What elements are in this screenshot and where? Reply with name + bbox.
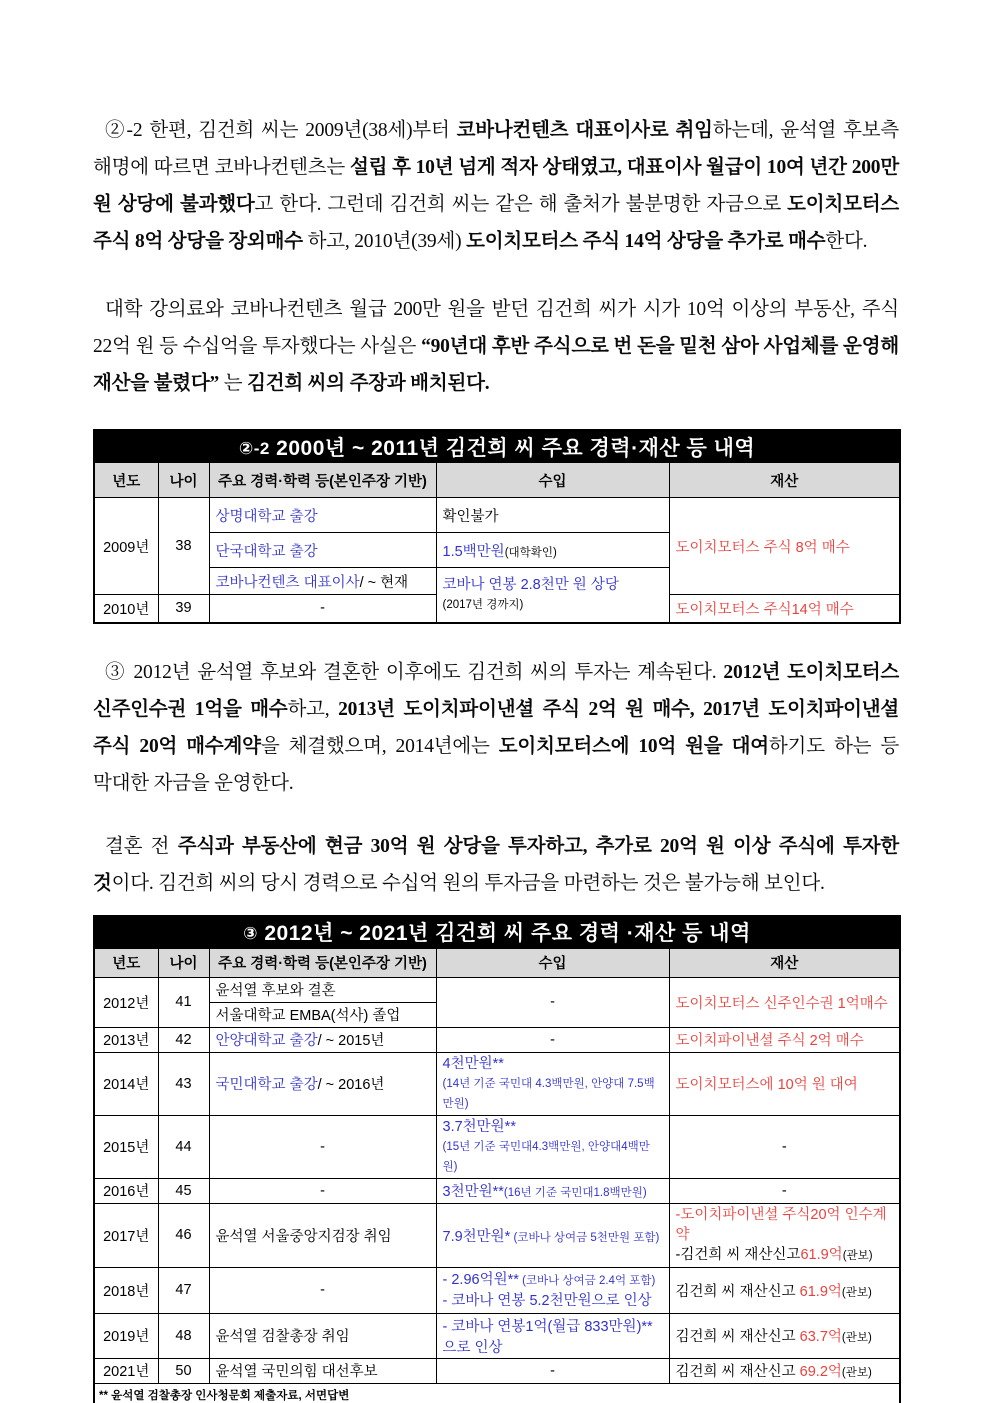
table2-header-income: 수입	[436, 948, 669, 977]
text-run: 는	[219, 373, 248, 394]
cell-career-kovana	[209, 568, 436, 595]
cell-income-2014	[436, 1052, 669, 1115]
text-run-bold: 코바나컨텐츠 대표이사로 취임	[456, 120, 713, 141]
text-run: ②-2 한편, 김건희 씨는 2009년(38세)부터	[105, 120, 457, 141]
table2-header-age: 나이	[158, 948, 209, 977]
cell-year-2016: 2016년	[94, 1178, 158, 1203]
table2-footnote: ** 윤석열 검찰총장 인사청문회 제출자료, 서면답변	[94, 1383, 900, 1403]
asset-value: 63.7억	[799, 1329, 842, 1345]
paragraph-funding-impossible	[93, 828, 899, 902]
asset-text: -김건희 씨 재산신고	[675, 1246, 801, 1263]
cell-age-38: 38	[158, 498, 209, 595]
paragraph-claim-contradiction	[93, 291, 899, 402]
cell-asset-2019	[669, 1313, 900, 1358]
table1-header-row	[94, 463, 900, 498]
cell-career-2016: -	[209, 1178, 436, 1203]
text-run-bold: 2012년 도이치모터스 신주인수권 1억을 매수	[93, 661, 899, 720]
table2-title-text: 2012년 ~ 2021년 김건희 씨 주요 경력 ·재산 등 내역	[258, 922, 751, 945]
table1-title-row	[94, 430, 900, 463]
table2-row-2012a	[94, 977, 900, 1002]
cell-asset-2021	[669, 1358, 900, 1383]
cell-year-2014: 2014년	[94, 1052, 158, 1115]
text-run-bold: 김건희 씨의 주장과 배치된다.	[247, 373, 490, 394]
cell-age-50: 50	[158, 1358, 209, 1383]
cell-income-kovana-salary	[436, 568, 669, 623]
asset-text: 김건희 씨 재산신고	[675, 1329, 800, 1345]
text-run: 한다.	[825, 231, 868, 252]
text-run: 결혼 전	[105, 835, 178, 857]
table2-row-2014	[94, 1052, 900, 1115]
paragraph-kovana-ceo	[93, 112, 899, 260]
table-2012-2021-history	[93, 915, 901, 1403]
table2-row-2018	[94, 1267, 900, 1313]
cell-asset-2010: 도이치모터스 주식14억 매수	[669, 595, 900, 623]
cell-year-2015: 2015년	[94, 1115, 158, 1178]
cell-asset-2018	[669, 1267, 900, 1313]
cell-age-44: 44	[158, 1115, 209, 1178]
income-note: (14년 기준 국민대 4.3백만원, 안양대 7.5백만원)	[442, 1077, 655, 1110]
document-content	[93, 112, 899, 1403]
income-note: (대학확인)	[504, 546, 557, 559]
table2-footnote-row	[94, 1383, 900, 1403]
income-amount: 4천만원**	[442, 1055, 504, 1072]
income-note: (15년 기준 국민대4.3백만원, 안양대4백만원)	[442, 1140, 650, 1173]
career-rest-text: / ~ 2015년	[317, 1033, 385, 1049]
table2-header-asset: 재산	[669, 948, 900, 977]
text-run: 하는데, 윤석열 후보측 해명에 따르면 코바나컨텐츠는	[93, 120, 899, 178]
asset-note: (관보)	[841, 1286, 872, 1299]
table1-title-text: 2000년 ~ 2011년 김건희 씨 주요 경력·재산 등 내역	[269, 436, 756, 460]
table2-header-career: 주요 경력·학력 등(본인주장 기반)	[209, 948, 436, 977]
cell-age-39: 39	[158, 595, 209, 623]
cell-career-prosecutor-general: 윤석열 검찰총장 취임	[209, 1313, 436, 1358]
table1-title	[94, 430, 900, 463]
cell-income-2017	[436, 1203, 669, 1267]
cell-career-dankook: 단국대학교 출강	[209, 533, 436, 568]
cell-career-prosecutor-seoul: 윤석열 서울중앙지검장 취임	[209, 1203, 436, 1267]
cell-income-2015	[436, 1115, 669, 1178]
table2-row-2015	[94, 1115, 900, 1178]
text-run: 하기도 하는 등 막대한 자금을 운영한다.	[93, 735, 899, 794]
text-run-bold: 2013년 도이치파이낸셜 주식 2억 원 매수, 2017년 도이치파이낸셜 주식 20억 매수계약	[93, 698, 899, 757]
cell-age-43: 43	[158, 1052, 209, 1115]
cell-age-45: 45	[158, 1178, 209, 1203]
cell-career-kookmin	[209, 1052, 436, 1115]
asset-line-2	[676, 1245, 894, 1266]
table2-title-prefix: ③	[243, 924, 259, 943]
income-amount: 3.7천만원**	[442, 1118, 516, 1135]
cell-career-2018: -	[209, 1267, 436, 1313]
table2-row-2013	[94, 1027, 900, 1052]
income-amount: - 2.96억원**	[442, 1271, 519, 1288]
table1-header-income: 수입	[436, 463, 669, 498]
table1-header-age: 나이	[158, 463, 209, 498]
table1-header-asset: 재산	[669, 463, 900, 498]
cell-income-2016	[436, 1178, 669, 1203]
income-note: (코바나 상여금 2.4억 포함)	[518, 1274, 656, 1287]
table2-row-2016	[94, 1178, 900, 1203]
cell-asset-2015: -	[669, 1115, 900, 1178]
cell-year-2013: 2013년	[94, 1027, 158, 1052]
career-rest-text: / ~ 2016년	[317, 1077, 385, 1093]
cell-income-unverifiable: 확인불가	[436, 498, 669, 533]
text-run: 을 체결했으며, 2014년에는	[260, 735, 499, 757]
income-note: (16년 기준 국민대1.8백만원)	[503, 1187, 647, 1199]
cell-year-2017: 2017년	[94, 1203, 158, 1267]
table2-header-year: 년도	[94, 948, 158, 977]
cell-career-2015: -	[209, 1115, 436, 1178]
income-line-1: 코바나 연봉 2.8천만 원 상당	[442, 576, 619, 593]
income-line-1	[443, 1270, 663, 1291]
text-run-bold: 도이치모터스에 10억 원을 대여	[498, 735, 769, 757]
cell-income-2012: -	[436, 977, 669, 1027]
text-run: 이다. 김건희 씨의 당시 경력으로 수십억 원의 투자금을 마련하는 것은 불가능해 보인다.	[111, 872, 825, 894]
cell-year-2012: 2012년	[94, 977, 158, 1027]
text-run-bold: 도이치모터스 주식 14억 상당을 추가로 매수	[466, 231, 826, 252]
career-rest-text: / ~ 현재	[359, 574, 409, 591]
table2-header-row	[94, 948, 900, 977]
asset-line-1: -도이치파이낸셜 주식20억 인수계약	[675, 1206, 887, 1243]
cell-age-41: 41	[158, 977, 209, 1027]
cell-income-2009b	[436, 533, 669, 568]
asset-text: 김건희 씨 재산신고	[675, 1364, 800, 1380]
table1-header-year: 년도	[94, 463, 158, 498]
text-run-bold: “90년대 후반 주식으로 번 돈을 밑천 삼아 사업체를 운영해 재산을 불렸다”	[93, 336, 899, 394]
cell-career-2010: -	[209, 595, 436, 623]
cell-asset-2009: 도이치모터스 주식 8억 매수	[669, 498, 900, 595]
asset-note: (관보)	[841, 1332, 872, 1344]
table2-title	[94, 916, 900, 949]
cell-year-2021: 2021년	[94, 1358, 158, 1383]
career-link-text: 코바나컨텐츠 대표이사	[215, 574, 360, 591]
table2-row-2019	[94, 1313, 900, 1358]
cell-income-2019: - 코바나 연봉1억(월급 833만원)**으로 인상	[436, 1313, 669, 1358]
cell-age-47: 47	[158, 1267, 209, 1313]
paragraph-post-marriage-investments	[93, 654, 899, 802]
cell-career-snu-emba: 서울대학교 EMBA(석사) 졸업	[209, 1002, 436, 1027]
table2-title-row	[94, 916, 900, 949]
income-amount: 3천만원**	[442, 1184, 504, 1200]
cell-age-46: 46	[158, 1203, 209, 1267]
career-link-text: 국민대학교 출강	[215, 1077, 318, 1093]
table2-row-2017	[94, 1203, 900, 1267]
income-amount: 1.5백만원	[442, 543, 505, 560]
cell-income-2021: -	[436, 1358, 669, 1383]
income-amount: 7.9천만원*	[442, 1228, 511, 1245]
cell-year-2009: 2009년	[94, 498, 158, 595]
cell-career-candidate: 윤석열 국민의힘 대선후보	[209, 1358, 436, 1383]
cell-asset-2012: 도이치모터스 신주인수권 1억매수	[669, 977, 900, 1027]
cell-career-sangmyung: 상명대학교 출강	[209, 498, 436, 533]
text-run-bold: 설립 후 10년 넘게 적자 상태였고, 대표이사 월급이 10여 년간 200만 원 상당에 불과했다	[93, 157, 899, 215]
cell-year-2019: 2019년	[94, 1313, 158, 1358]
cell-income-2018	[436, 1267, 669, 1313]
text-run: 하고,	[287, 698, 339, 720]
career-link-text: 안양대학교 출강	[215, 1033, 318, 1049]
asset-value: 61.9억	[799, 1283, 842, 1300]
table-2000-2011-history	[93, 429, 901, 624]
cell-career-anyang	[209, 1027, 436, 1052]
cell-income-2013: -	[436, 1027, 669, 1052]
cell-asset-2013: 도이치파이낸셜 주식 2억 매수	[669, 1027, 900, 1052]
cell-age-42: 42	[158, 1027, 209, 1052]
text-run-bold: 주식과 부동산에 현금 30억 원 상당을 투자하고, 추가로 20억 원 이상 주식에 투자한 것	[93, 835, 899, 894]
text-run: 대학 강의료와 코바나컨텐츠 월급 200만 원을 받던 김건희 씨가 시가 10억 이상의 부동산, 주식 22억 원 등 수십억을 투자했다는 사실은	[93, 299, 899, 357]
income-note: (코바나 상여금 5천만원 포함)	[510, 1231, 660, 1244]
table1-header-career: 주요 경력·학력 등(본인주장 기반)	[209, 463, 436, 498]
text-run: 고 한다. 그런데 김건희 씨는 같은 해 출처가 불분명한 자금으로	[254, 194, 788, 215]
income-line-2: (2017년 경까지)	[442, 598, 524, 611]
cell-asset-2017	[669, 1203, 900, 1267]
table2-row-2021	[94, 1358, 900, 1383]
asset-value: 69.2억	[799, 1364, 842, 1380]
text-run-bold: 도이치모터스 주식 8억 상당을 장외매수	[93, 194, 899, 252]
income-line-2: - 코바나 연봉 5.2천만원으로 인상	[442, 1292, 652, 1309]
cell-career-marriage: 윤석열 후보와 결혼	[209, 977, 436, 1002]
cell-age-48: 48	[158, 1313, 209, 1358]
asset-note: (관보)	[841, 1367, 872, 1379]
cell-asset-2014: 도이치모터스에 10억 원 대여	[669, 1052, 900, 1115]
table1-title-prefix: ②-2	[238, 438, 270, 458]
text-run: ③ 2012년 윤석열 후보와 결혼한 이후에도 김건희 씨의 투자는 계속된다.	[105, 661, 724, 683]
cell-asset-2016: -	[669, 1178, 900, 1203]
cell-year-2010: 2010년	[94, 595, 158, 623]
table1-row-2009a	[94, 498, 900, 533]
asset-note: (관보)	[842, 1249, 873, 1262]
cell-year-2018: 2018년	[94, 1267, 158, 1313]
text-run: 하고, 2010년(39세)	[302, 231, 467, 252]
asset-text: 김건희 씨 재산신고	[675, 1283, 800, 1300]
asset-value: 61.9억	[800, 1246, 843, 1263]
